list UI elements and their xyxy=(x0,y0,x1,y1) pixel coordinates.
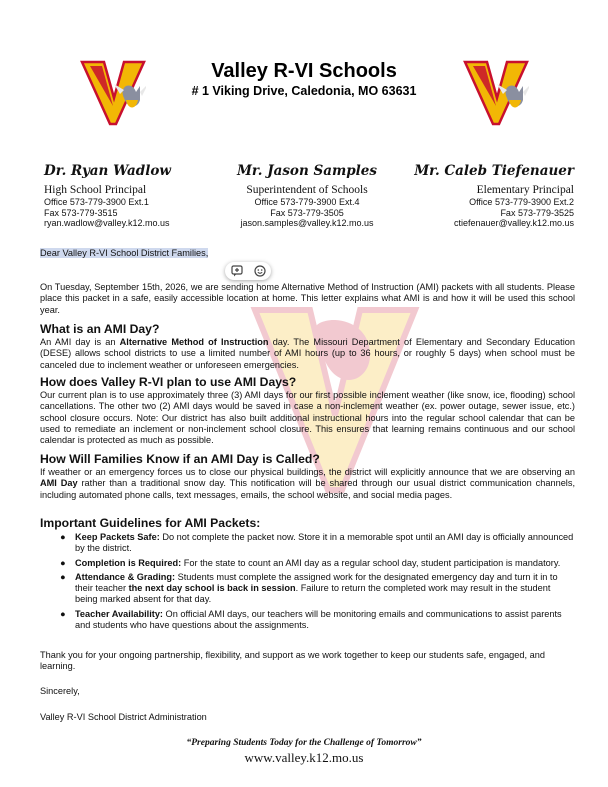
admin-fax: Fax 573-779-3515 xyxy=(44,207,118,218)
school-address: # 1 Viking Drive, Caledonia, MO 63631 xyxy=(191,84,417,98)
signoff: Sincerely, xyxy=(40,686,80,696)
called-paragraph: If weather or an emergency forces us to close our physical buildings, the district will explicitly announce that we are observing an AMI Day rather than a traditional snow day. This notification will be shared through our usual district communication channels, including automated phone calls, text messages, emails, the school website, and social media pages. xyxy=(40,467,575,500)
footer-website[interactable]: www.valley.k12.mo.us xyxy=(244,750,364,765)
greeting xyxy=(40,248,575,259)
valley-logo-left xyxy=(80,58,146,128)
list-item: ● Completion is Required: For the state to count an AMI day as a regular school day, student participation is mandatory. xyxy=(60,557,561,568)
admin-title: Superintendent of Schools xyxy=(246,184,368,196)
section-heading-called: How Will Families Know if an AMI Day is Called? xyxy=(40,452,320,466)
admin-name: Mr. Jason Samples xyxy=(236,163,377,179)
admin-fax: Fax 573-779-3525 xyxy=(500,207,574,218)
closing-paragraph: Thank you for your ongoing partnership, flexibility, and support as we work together to keep our students safe, engaged, and learning. xyxy=(40,650,545,672)
what-paragraph: An AMI day is an Alternative Method of Instruction day. The Missouri Department of Elementary and Secondary Education (DESE) allows school districts to use a limited number of AMI hours (up to 36 hours, or roughly 5 days) when school must be canceled due to inclement weather or unforeseen emergencies. xyxy=(40,337,575,370)
admin-email[interactable]: ctiefenauer@valley.k12.mo.us xyxy=(453,218,574,229)
admin-office: Office 573-779-3900 Ext.2 xyxy=(469,197,574,207)
add-comment-icon[interactable] xyxy=(230,264,244,278)
admin-elementary-principal xyxy=(400,163,574,229)
admin-name: Dr. Ryan Wadlow xyxy=(44,163,171,179)
admin-title: Elementary Principal xyxy=(476,184,574,196)
list-item: ● Attendance & Grading: Students must complete the assigned work for the designated emergency day and turn it in to their teacher the next day school is back in session. Failure to return the completed work may result in the student being marked absent for that day. xyxy=(60,571,558,605)
admin-email[interactable]: jason.samples@valley.k12.mo.us xyxy=(240,218,374,229)
list-item: ● Keep Packets Safe: Do not complete the packet now. Store it in a memorable spot until an AMI day is officially announced by the district. xyxy=(60,532,574,554)
plan-paragraph: Our current plan is to use approximately three (3) AMI days for our first possible inclement weather (like snow, ice, flooding) school cancellations. The other two (2) AMI days would be saved in case a non-inclement weather (ex. power outage, sewer issue, etc.) school closure occurs. Note: Our district has also built additional instructional hours into the regular school calendar that can be used to remediate an inclement or non-inclement school closure. This ensures that learning remains continuous and our school calendar is protected as much as possible. xyxy=(40,390,575,446)
admin-title: High School Principal xyxy=(44,184,147,196)
admin-email[interactable]: ryan.wadlow@valley.k12.mo.us xyxy=(44,218,170,229)
footer-motto: “Preparing Students Today for the Challenge of Tomorrow” xyxy=(186,738,422,748)
school-name: Valley R-VI Schools xyxy=(211,60,397,82)
list-item: ● Teacher Availability: On official AMI days, our teachers will be monitoring emails and communications to assist parents and students who have questions about the assignments. xyxy=(60,608,562,631)
signature: Valley R-VI School District Administration xyxy=(40,712,207,722)
admin-office: Office 573-779-3900 Ext.4 xyxy=(254,197,360,207)
valley-logo-right xyxy=(463,58,529,128)
emoji-reaction-icon[interactable] xyxy=(253,264,267,278)
greeting-text: Dear Valley R-VI School District Families, xyxy=(40,248,209,258)
admin-name: Mr. Caleb Tiefenauer xyxy=(414,163,574,179)
admin-fax: Fax 573-779-3505 xyxy=(270,207,344,218)
guidelines-list xyxy=(40,532,575,634)
comment-toolbar xyxy=(225,262,271,280)
section-heading-guidelines: Important Guidelines for AMI Packets: xyxy=(40,516,261,530)
section-heading-what: What is an AMI Day? xyxy=(40,322,160,336)
admin-office: Office 573-779-3900 Ext.1 xyxy=(44,197,149,207)
admin-high-school-principal xyxy=(44,163,224,229)
intro-paragraph: On Tuesday, September 15th, 2026, we are sending home Alternative Method of Instruction (AMI) packets with all students. Please place this packet in a safe, easily accessible location at home. This letter explains what AMI is and how it will be used this school year. xyxy=(40,282,575,315)
admin-superintendent xyxy=(222,163,392,229)
section-heading-plan: How does Valley R-VI plan to use AMI Days? xyxy=(40,375,297,389)
